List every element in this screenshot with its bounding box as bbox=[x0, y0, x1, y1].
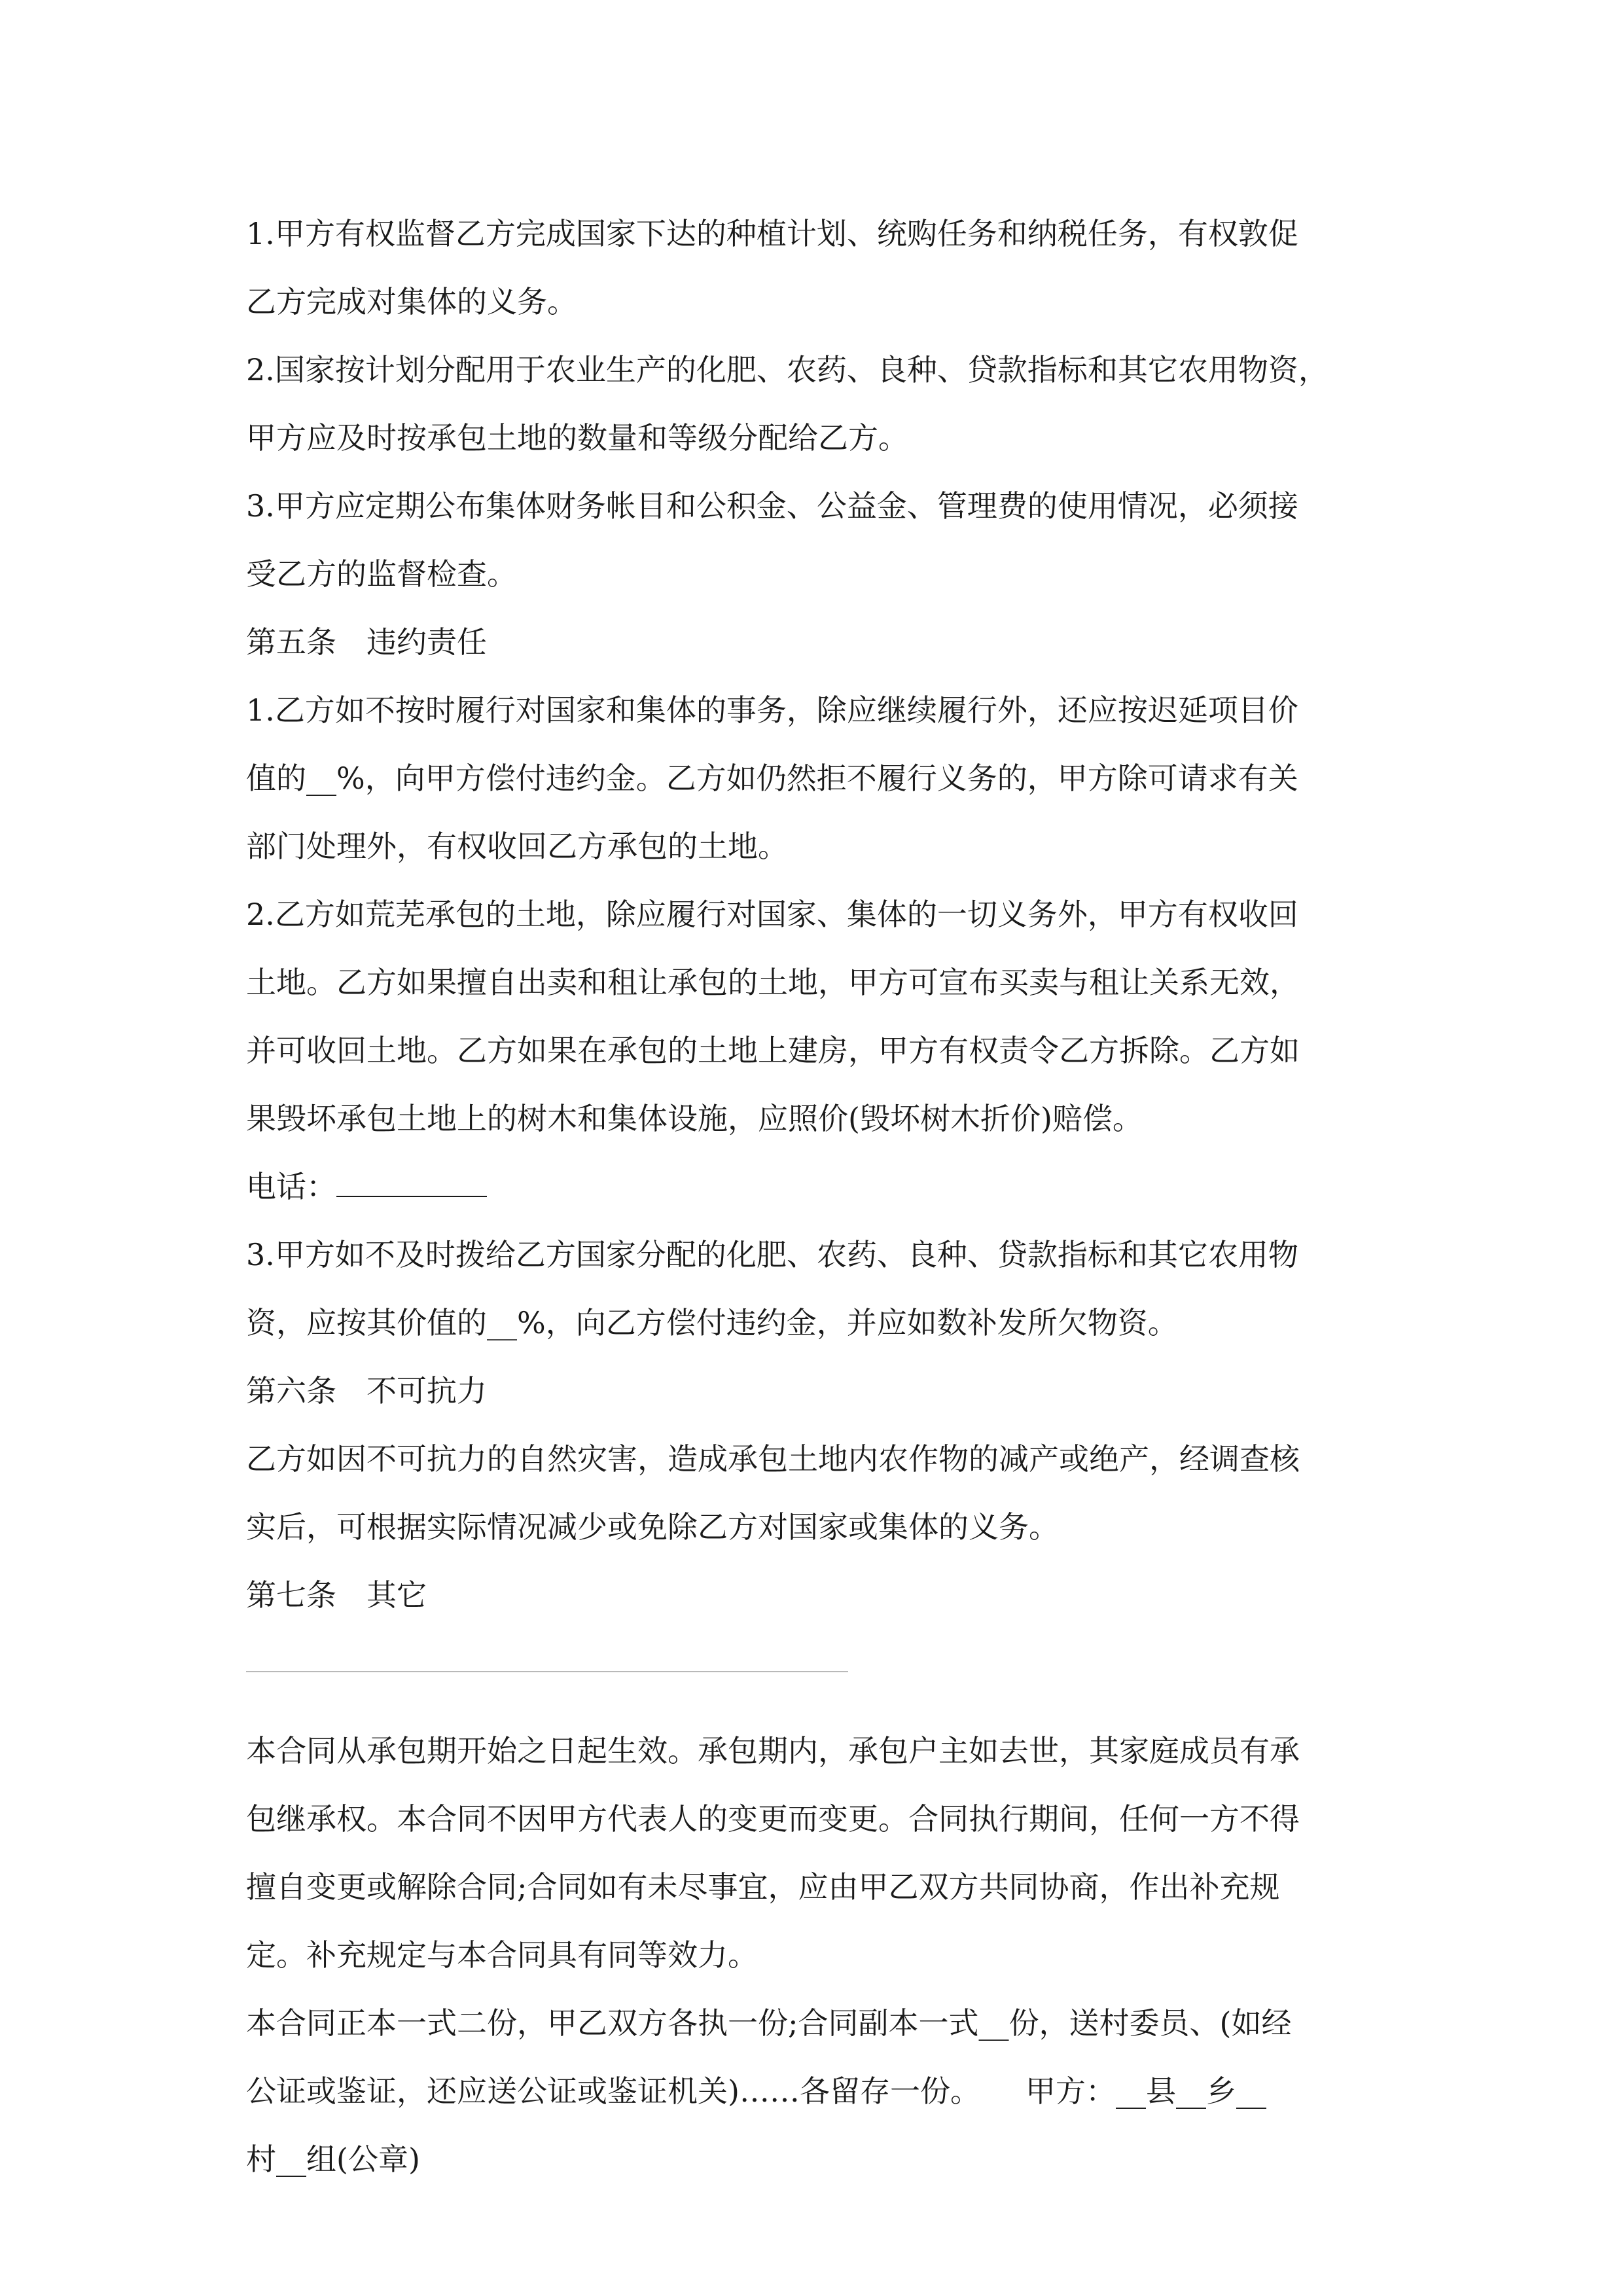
clause-5-item-2-line-4: 果毁坏承包土地上的树木和集体设施，应照价(毁坏树木折价)赔偿。 bbox=[246, 1101, 1143, 1136]
clause-5-item-2-line-1: 2.乙方如荒芜承包的土地，除应履行对国家、集体的一切义务外，甲方有权收回 bbox=[246, 897, 1298, 932]
clause-7-para-2-line-3: 村__组(公章) bbox=[246, 2142, 420, 2177]
clause-7-para-2-line-1: 本合同正本一式二份，甲乙双方各执一份;合同副本一式__份，送村委员、(如经 bbox=[246, 2005, 1292, 2041]
clause-5-item-2-line-2: 土地。乙方如果擅自出卖和租让承包的土地，甲方可宣布买卖与租让关系无效， bbox=[246, 965, 1300, 1000]
clause-4-item-1-line-2: 乙方完成对集体的义务。 bbox=[246, 284, 577, 319]
document-body bbox=[246, 200, 1404, 2193]
clause-4-item-1-line-1: 1.甲方有权监督乙方完成国家下达的种植计划、统购任务和纳税任务，有权敦促 bbox=[246, 216, 1298, 251]
clause-4-item-3-line-2: 受乙方的监督检查。 bbox=[246, 556, 517, 592]
clause-5-item-1-line-2: 值的__%，向甲方偿付违约金。乙方如仍然拒不履行义务的，甲方除可请求有关 bbox=[246, 761, 1298, 796]
clause-5-heading: 第五条 违约责任 bbox=[246, 624, 487, 660]
separator-gap bbox=[246, 1629, 1404, 1697]
separator-spacer bbox=[246, 1697, 1404, 1717]
phone-label: 电话： bbox=[246, 1169, 336, 1204]
clause-7-para-1-line-1: 本合同从承包期开始之日起生效。承包期内，承包户主如去世，其家庭成员有承 bbox=[246, 1733, 1300, 1768]
clause-7-para-1-line-3: 擅自变更或解除合同;合同如有未尽事宜，应由甲乙双方共同协商，作出补充规 bbox=[246, 1869, 1280, 1905]
clause-7-para-2-line-2: 公证或鉴证，还应送公证或鉴证机关)……各留存一份。 甲方：__县__乡__ bbox=[246, 2073, 1266, 2109]
clause-4-item-2-line-1: 2.国家按计划分配用于农业生产的化肥、农药、良种、贷款指标和其它农用物资， bbox=[246, 352, 1329, 387]
clause-5-item-1-line-3: 部门处理外，有权收回乙方承包的土地。 bbox=[246, 829, 788, 864]
clause-5-item-3-line-2: 资，应按其价值的__%，向乙方偿付违约金，并应如数补发所欠物资。 bbox=[246, 1305, 1178, 1340]
clause-7-para-1-line-2: 包继承权。本合同不因甲方代表人的变更而变更。合同执行期间，任何一方不得 bbox=[246, 1801, 1300, 1837]
clause-5-item-1-line-1: 1.乙方如不按时履行对国家和集体的事务，除应继续履行外，还应按迟延项目价 bbox=[246, 692, 1298, 728]
clause-5-item-3-line-1: 3.甲方如不及时拨给乙方国家分配的化肥、农药、良种、贷款指标和其它农用物 bbox=[246, 1237, 1298, 1272]
clause-6-line-2: 实后，可根据实际情况减少或免除乙方对国家或集体的义务。 bbox=[246, 1509, 1059, 1545]
clause-7-para-1-line-4: 定。补充规定与本合同具有同等效力。 bbox=[246, 1937, 758, 1973]
clause-4-item-2-line-2: 甲方应及时按承包土地的数量和等级分配给乙方。 bbox=[246, 420, 908, 456]
separator-line bbox=[246, 1671, 848, 1672]
clause-6-heading: 第六条 不可抗力 bbox=[246, 1373, 487, 1408]
clause-4-item-3-line-1: 3.甲方应定期公布集体财务帐目和公积金、公益金、管理费的使用情况，必须接 bbox=[246, 488, 1298, 524]
phone-line bbox=[246, 1153, 1404, 1221]
clause-6-line-1: 乙方如因不可抗力的自然灾害，造成承包土地内农作物的减产或绝产，经调查核 bbox=[246, 1441, 1300, 1477]
clause-7-heading: 第七条 其它 bbox=[246, 1577, 427, 1613]
phone-blank bbox=[336, 1167, 487, 1197]
clause-5-item-2-line-3: 并可收回土地。乙方如果在承包的土地上建房，甲方有权责令乙方拆除。乙方如 bbox=[246, 1033, 1300, 1068]
